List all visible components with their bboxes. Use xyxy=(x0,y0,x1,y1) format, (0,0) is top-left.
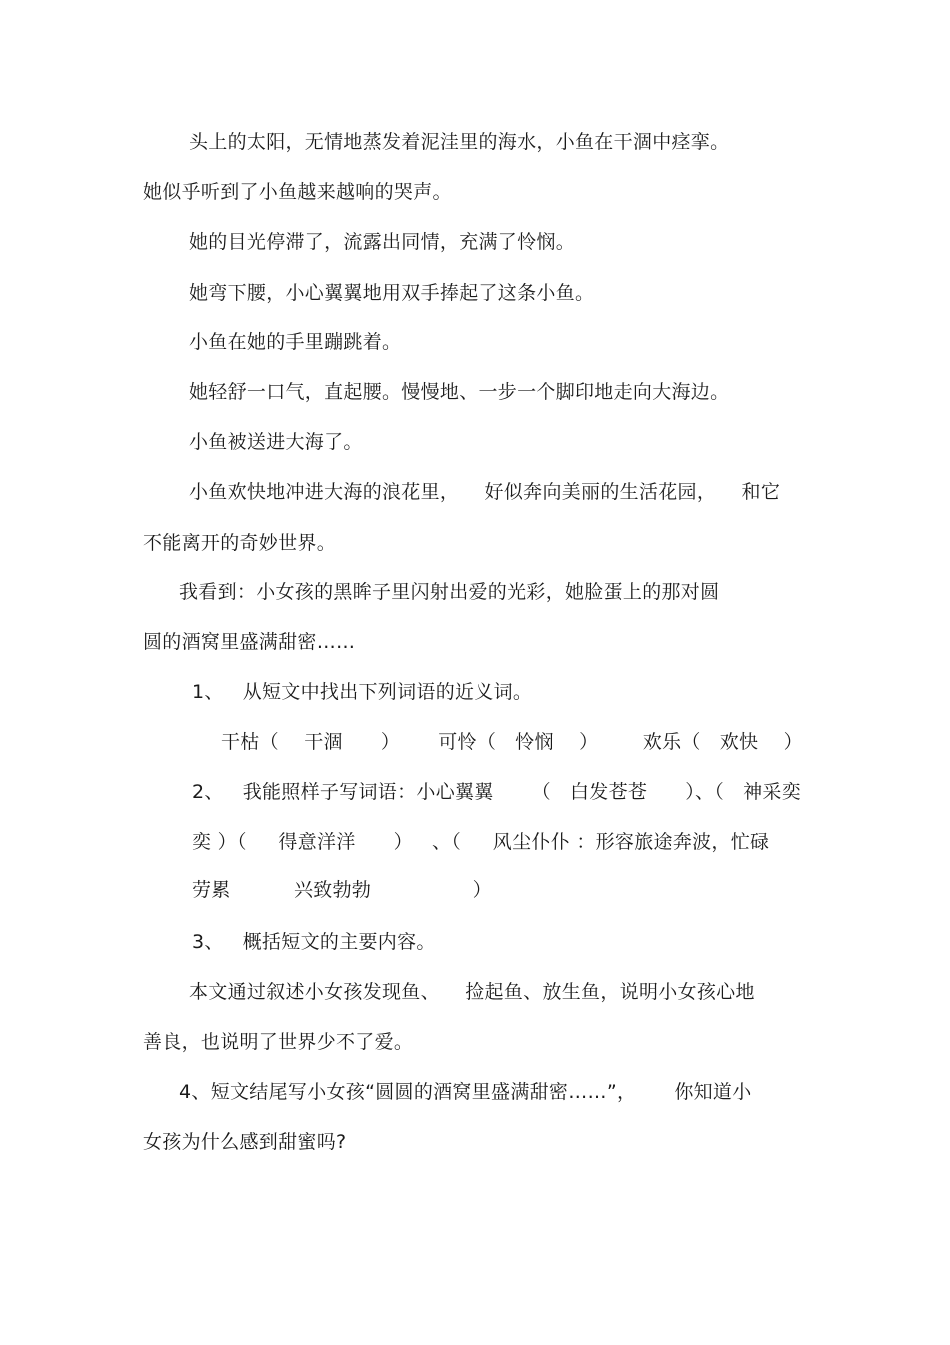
question-2-line-1: 2、 我能照样子写词语：小心翼翼 （ 白发苍苍 ）、（ 神采奕 xyxy=(192,781,802,803)
question-2-line-3: 劳累 兴致勃勃 ） xyxy=(192,879,492,901)
question-1-answers: 干枯（ 干涸 ） 可怜（ 怜悯 ） 欢乐（ 欢快 ） xyxy=(221,731,803,753)
story-line-8: 小鱼欢快地冲进大海的浪花里， 好似奔向美丽的生活花园， 和它 xyxy=(189,481,781,503)
story-line-4: 她弯下腰，小心翼翼地用双手捧起了这条小鱼。 xyxy=(189,282,595,304)
question-3-answer-line-2: 善良，也说明了世界少不了爱。 xyxy=(143,1031,414,1053)
story-line-1: 头上的太阳，无情地蒸发着泥洼里的海水，小鱼在干涸中痉挛。 xyxy=(189,131,730,153)
story-line-6: 她轻舒一口气，直起腰。慢慢地、一步一个脚印地走向大海边。 xyxy=(189,381,730,403)
story-line-10: 我看到：小女孩的黑眸子里闪射出爱的光彩，她脸蛋上的那对圆 xyxy=(179,581,720,603)
question-1: 1、 从短文中找出下列词语的近义词。 xyxy=(192,681,533,703)
question-3: 3、 概括短文的主要内容。 xyxy=(192,931,436,953)
question-4-line-1: 4、短文结尾写小女孩“圆圆的酒窝里盛满甜密……”， 你知道小 xyxy=(179,1081,752,1103)
story-line-3: 她的目光停滞了，流露出同情，充满了怜悯。 xyxy=(189,231,576,253)
question-2-line-2: 奕 ）（ 得意洋洋 ） 、（ 风尘仆仆 ：形容旅途奔波，忙碌 xyxy=(192,831,770,853)
story-line-2: 她似乎听到了小鱼越来越响的哭声。 xyxy=(143,181,452,203)
story-line-7: 小鱼被送进大海了。 xyxy=(189,431,363,453)
question-3-answer-line-1: 本文通过叙述小女孩发现鱼、 捡起鱼、放生鱼，说明小女孩心地 xyxy=(189,981,755,1003)
story-line-9: 不能离开的奇妙世界。 xyxy=(143,532,337,554)
story-line-11: 圆的酒窝里盛满甜密…… xyxy=(143,631,356,653)
story-line-5: 小鱼在她的手里蹦跳着。 xyxy=(189,331,402,353)
question-4-line-2: 女孩为什么感到甜蜜吗? xyxy=(143,1131,347,1153)
